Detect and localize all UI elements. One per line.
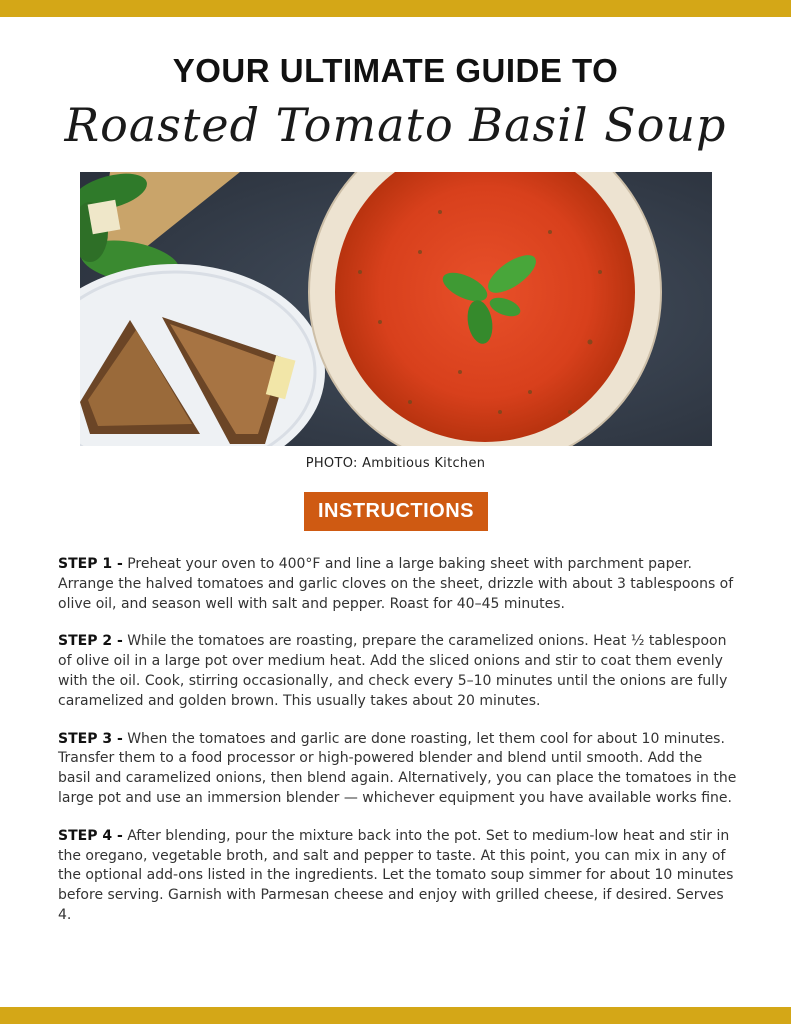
step-label: STEP 3 -	[58, 730, 123, 747]
instructions-badge: INSTRUCTIONS	[304, 492, 488, 531]
step-1	[58, 555, 738, 614]
step-label: STEP 2 -	[58, 633, 123, 650]
step-text: While the tomatoes are roasting, prepare the caramelized onions. Heat ½ tablespoon of olive oil in a large pot over medium heat. Add the sliced onions and stir to coat them evenly with the oil. Cook, stirring occasionally, and check every 5–10 minutes until the onions are fully caramelized and golden brown. This usually takes about 20 minutes.	[58, 633, 728, 709]
recipe-script-title: Roasted Tomato Basil Soup	[64, 98, 727, 152]
step-label: STEP 1 -	[58, 556, 123, 572]
step-3	[58, 730, 738, 809]
bottom-accent-bar	[0, 1007, 791, 1024]
step-4	[58, 827, 738, 926]
soup-photo	[80, 172, 712, 446]
step-text: When the tomatoes and garlic are done roasting, let them cool for about 10 minutes. Transfer them to a food processor or high-powered blender and blend until smooth. Add the basil and caramelized onions, then blend again. Alternatively, you can place the tomatoes in the large pot and use an immersion blender — whichever equipment you have available works fine.	[58, 730, 737, 806]
instructions-steps	[58, 555, 738, 944]
step-text: After blending, pour the mixture back into the pot. Set to medium-low heat and stir in the oregano, vegetable broth, and salt and pepper to taste. At this point, you can mix in any of the optional add-ons listed in the ingredients. Let the tomato soup simmer for about 10 minutes before serving. Garnish with Parmesan cheese and enjoy with grilled cheese, if desired. Serves 4.	[58, 827, 734, 923]
step-label: STEP 4 -	[58, 827, 123, 844]
step-2	[58, 632, 738, 711]
step-text: Preheat your oven to 400°F and line a large baking sheet with parchment paper. Arrange the halved tomatoes and garlic cloves on the sheet, drizzle with about 3 tablespoons of olive oil, and season well with salt and pepper. Roast for 40–45 minutes.	[58, 556, 734, 612]
guide-headline: YOUR ULTIMATE GUIDE TO	[172, 52, 619, 89]
top-accent-bar	[0, 0, 791, 17]
photo-caption: PHOTO: Ambitious Kitchen	[305, 456, 486, 471]
